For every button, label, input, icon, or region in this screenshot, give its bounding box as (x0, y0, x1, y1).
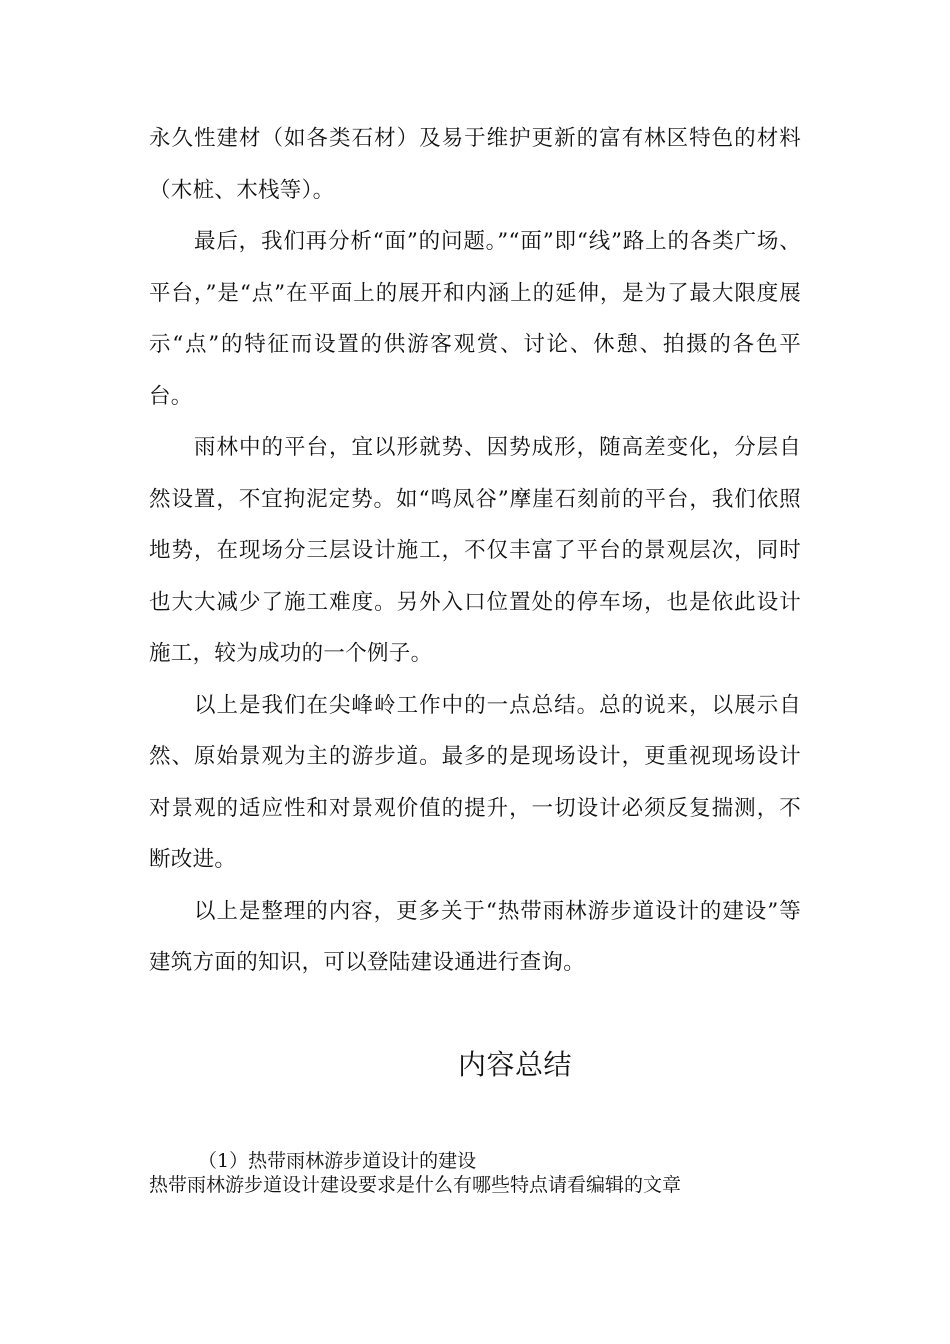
paragraph-conclusion: 以上是我们在尖峰岭工作中的一点总结。总的说来，以展示自然、原始景观为主的游步道。最多的是现场设计，更重视现场设计对景观的适应性和对景观价值的提升，一切设计必须反复揣测，不断改进。 (149, 692, 801, 872)
paragraph-rainforest-platforms: 雨林中的平台，宜以形就势、因势成形，随高差变化，分层自然设置，不宜拘泥定势。如“鸣凤谷”摩崖石刻前的平台，我们依照地势，在现场分三层设计施工，不仅丰富了平台的景观层次，同时也大大减少了施工难度。另外入口位置处的停车场，也是依此设计施工，较为成功的一个例子。 (149, 435, 801, 666)
article-body (149, 113, 801, 989)
paragraph-surface-analysis: 最后，我们再分析“面”的问题。”“面”即“线”路上的各类广场、平台，”是“点”在平面上的展开和内涵上的延伸，是为了最大限度展示“点”的特征而设置的供游客观赏、讨论、休憩、拍摄的各色平台。 (149, 229, 801, 409)
paragraph-materials: 永久性建材（如各类石材）及易于维护更新的富有林区特色的材料（木桩、木栈等）。 (149, 126, 801, 203)
summary-description: 热带雨林游步道设计建设要求是什么有哪些特点请看编辑的文章 (149, 1174, 682, 1196)
paragraph-more-info: 以上是整理的内容，更多关于“热带雨林游步道设计的建设”等建筑方面的知识，可以登陆建设通进行查询。 (149, 898, 801, 975)
summary-heading: 内容总结 (457, 1048, 572, 1081)
summary-item: （1）热带雨林游步道设计的建设 (198, 1150, 477, 1172)
